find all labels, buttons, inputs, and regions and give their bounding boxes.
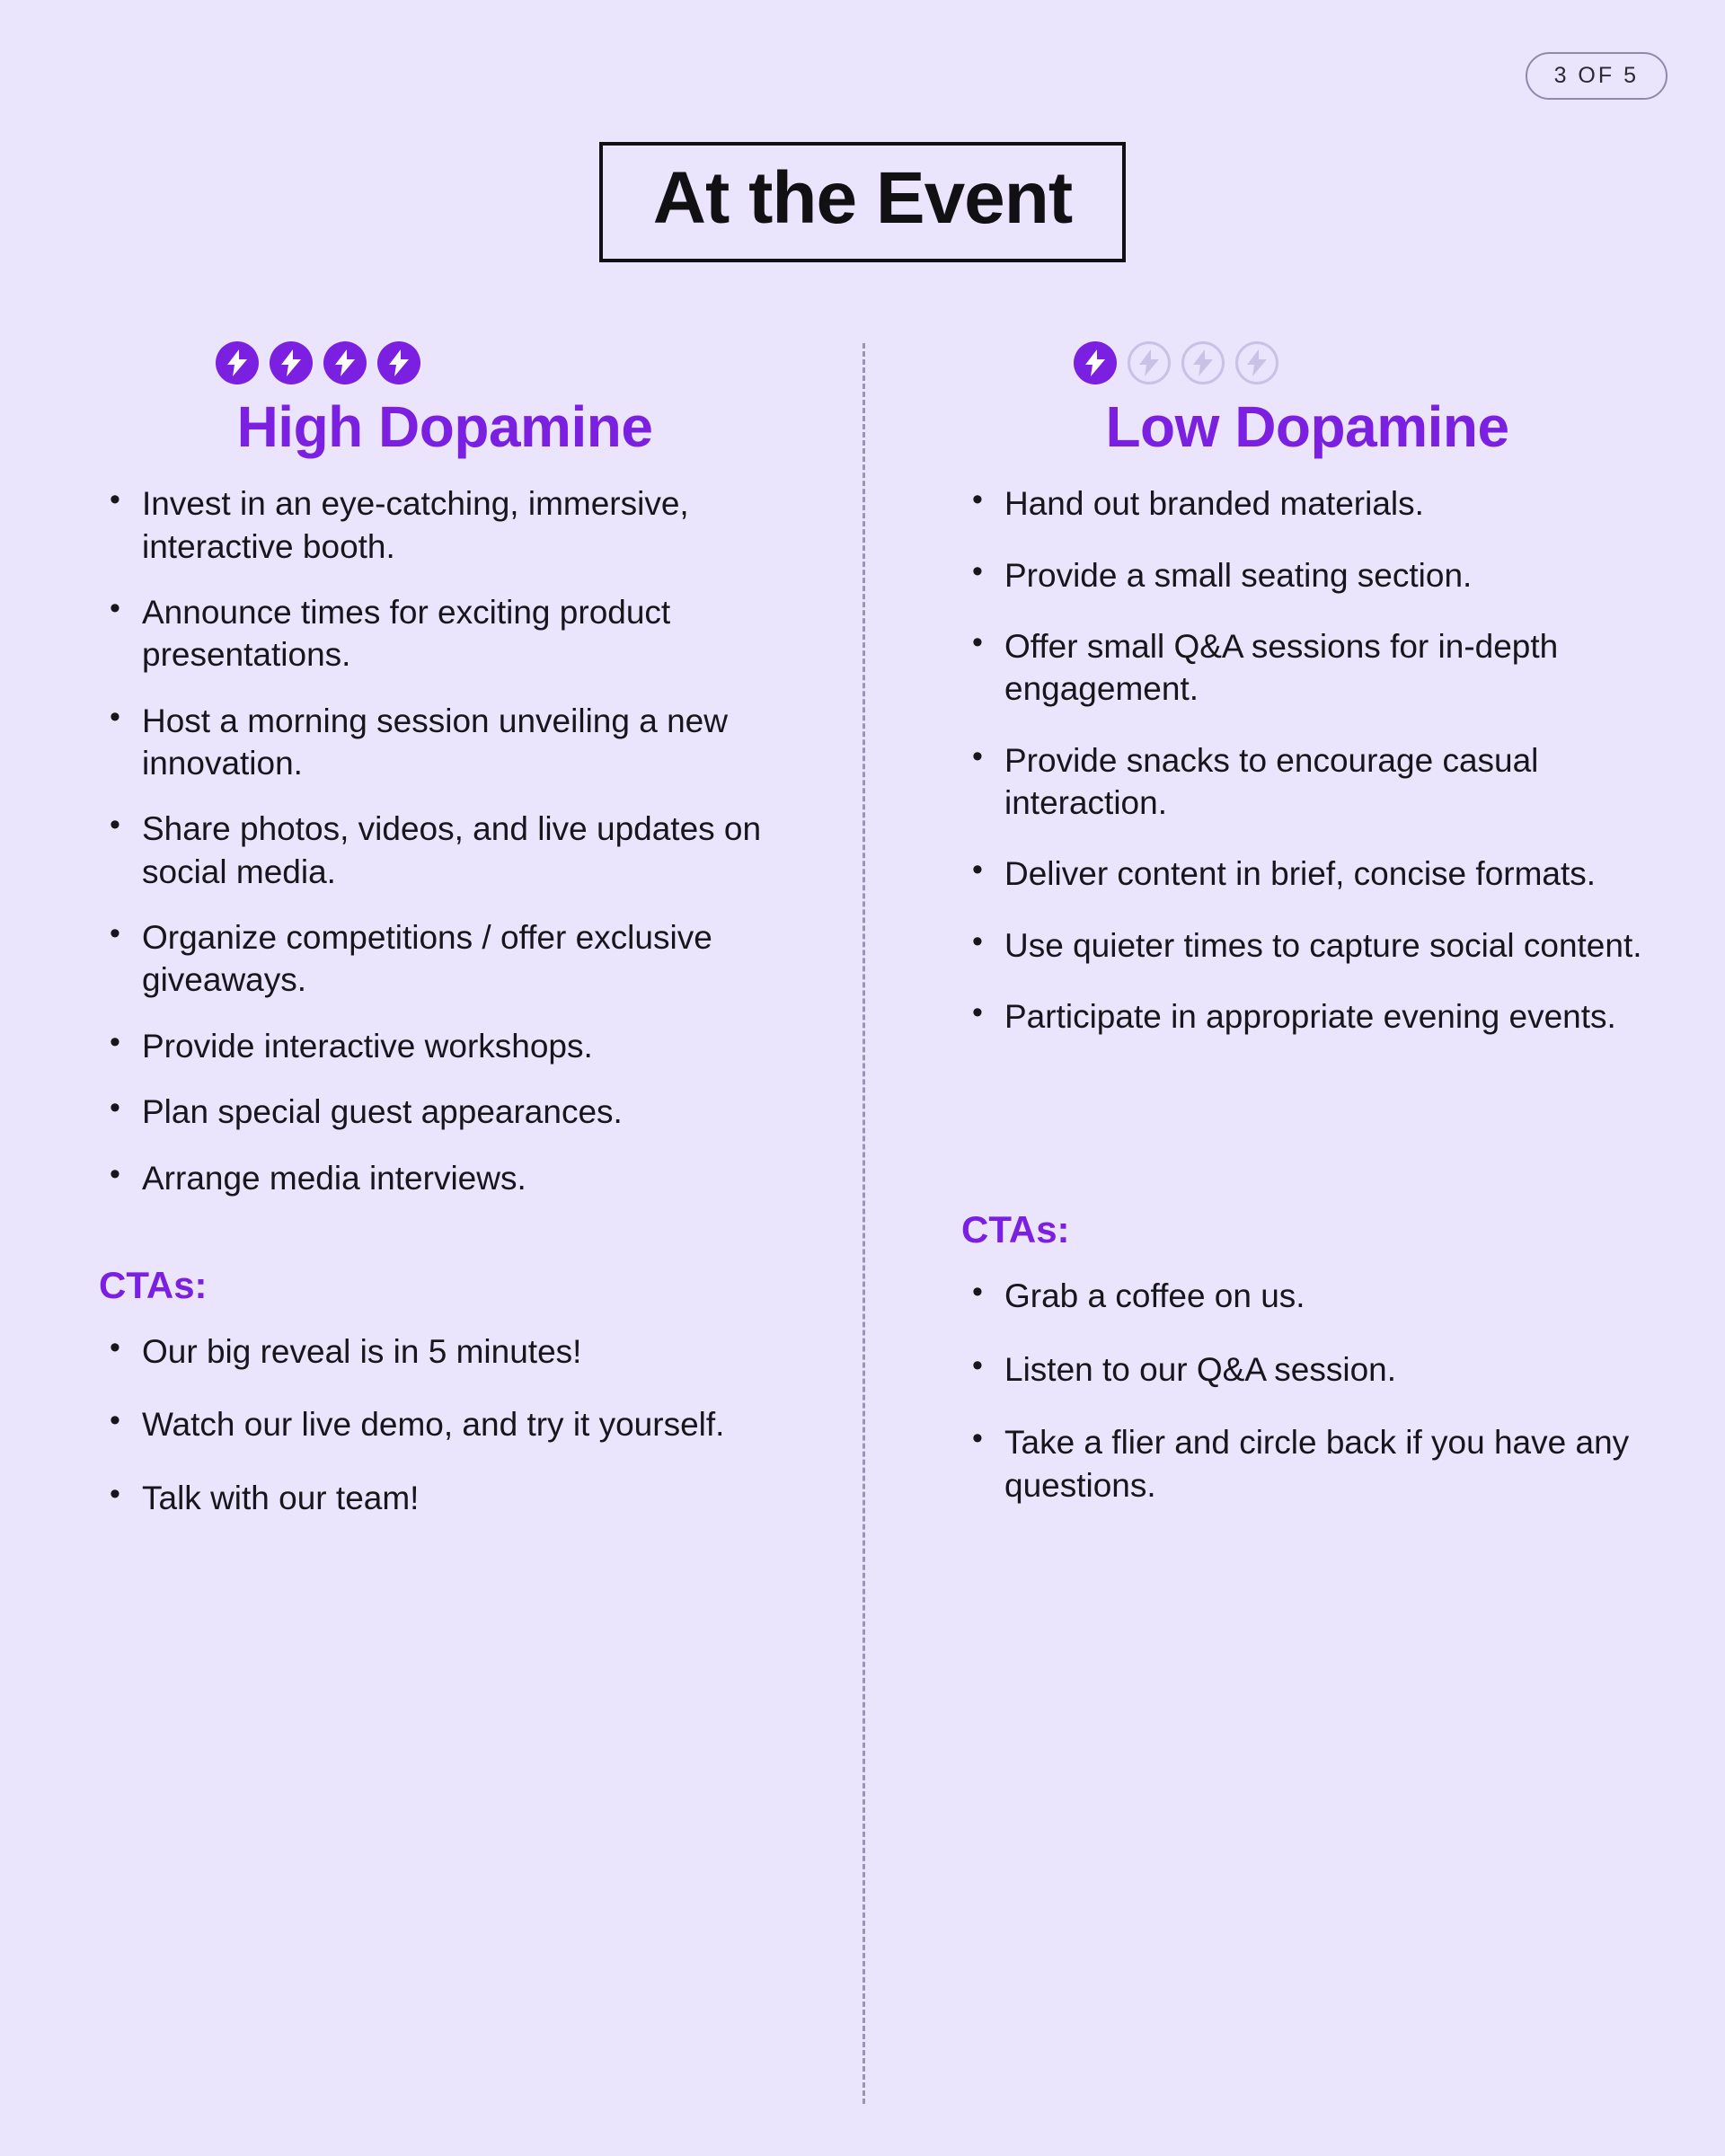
page-title-box [599, 142, 1126, 262]
list-item: • Provide a small seating section. [961, 554, 1653, 596]
page-title-container [0, 142, 1725, 262]
bolt-icon-empty [1235, 341, 1278, 384]
bullet-list-high [99, 482, 791, 1199]
list-item: • Deliver content in brief, concise formats. [961, 853, 1653, 895]
cta-label-low: CTAs: [961, 1208, 1070, 1251]
list-item: • Watch our live demo, and try it yourself. [99, 1403, 791, 1445]
list-item: • Hand out branded materials. [961, 482, 1653, 525]
list-item: • Take a flier and circle back if you have any questions. [961, 1421, 1653, 1507]
cta-label-high: CTAs: [99, 1263, 208, 1306]
list-item: • Grab a coffee on us. [961, 1275, 1653, 1317]
list-item: • Our big reveal is in 5 minutes! [99, 1330, 791, 1373]
bolt-rating-high [216, 341, 791, 384]
columns-container [0, 341, 1725, 1550]
list-item: • Participate in appropriate evening events. [961, 995, 1653, 1038]
list-item: • Share photos, videos, and live updates on social media. [99, 808, 791, 893]
list-item: • Offer small Q&A sessions for in-depth engagement. [961, 625, 1653, 711]
bolt-icon-empty [1128, 341, 1171, 384]
bolt-icon [216, 341, 259, 384]
cta-list-high [99, 1330, 791, 1519]
page-counter-badge: 3 OF 5 [1526, 52, 1668, 100]
column-low-dopamine [862, 341, 1725, 1550]
page-title: At the Event [652, 157, 1073, 239]
bolt-rating-low [1074, 341, 1653, 384]
bullet-list-low [961, 482, 1653, 1038]
list-item: • Organize competitions / offer exclusive giveaways. [99, 916, 791, 1002]
list-item: • Invest in an eye-catching, immersive, interactive booth. [99, 482, 791, 568]
column-heading-low: Low Dopamine [1105, 394, 1509, 459]
column-high-dopamine [0, 341, 862, 1550]
list-item: • Provide interactive workshops. [99, 1025, 791, 1067]
list-item: • Listen to our Q&A session. [961, 1348, 1653, 1391]
cta-list-low [961, 1275, 1653, 1506]
bolt-icon-empty [1181, 341, 1225, 384]
bolt-icon [377, 341, 420, 384]
column-heading-high: High Dopamine [236, 394, 653, 459]
list-item: • Provide snacks to encourage casual interaction. [961, 739, 1653, 825]
list-item: • Announce times for exciting product presentations. [99, 591, 791, 676]
list-item: • Plan special guest appearances. [99, 1091, 791, 1133]
bolt-icon [323, 341, 367, 384]
bolt-icon [1074, 341, 1117, 384]
list-item: • Host a morning session unveiling a new innovation. [99, 700, 791, 785]
list-item: • Use quieter times to capture social content. [961, 924, 1653, 967]
list-item: • Arrange media interviews. [99, 1157, 791, 1199]
bolt-icon [270, 341, 313, 384]
list-item: • Talk with our team! [99, 1477, 791, 1519]
